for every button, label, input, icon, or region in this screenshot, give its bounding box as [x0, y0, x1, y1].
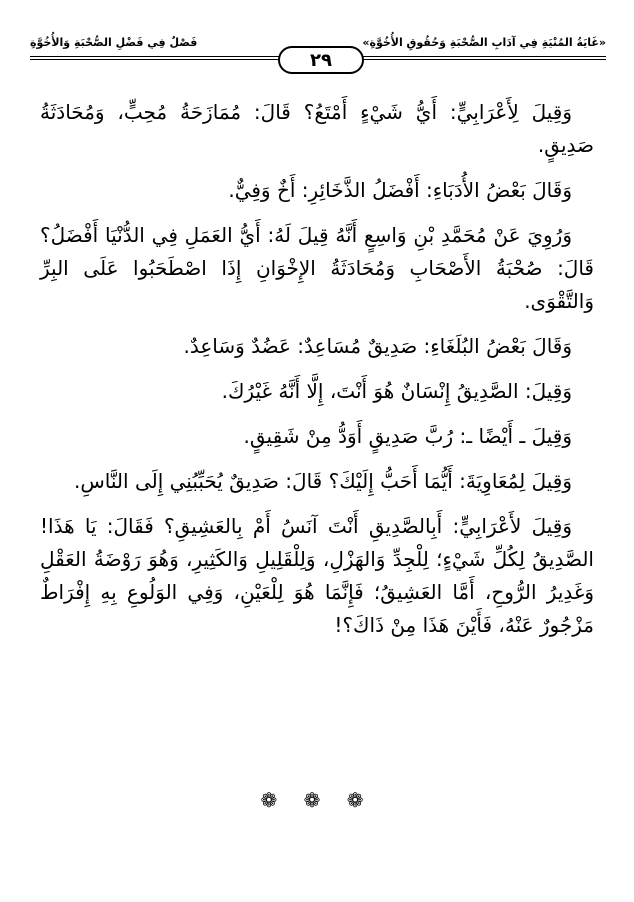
page-number: ٢٩	[278, 46, 364, 74]
page-body	[40, 96, 594, 654]
paragraph: وَقَالَ بَعْضُ البُلَغَاءِ: صَدِيقٌ مُسَاعِدٌ: عَضُدٌ وَسَاعِدٌ.	[183, 334, 572, 358]
paragraph: وَقِيلَ لِمُعَاوِيَةَ: أَيُّمَا أَحَبُّ إِلَيْكَ؟ قَالَ: صَدِيقٌ يُحَبِّبُنِي إِلَى النَّاسِ.	[74, 469, 572, 493]
book-title: «غَايَةُ المُنْيَةِ فِي آدَابِ الصُّحْبَةِ وَحُقُوقِ الأُخُوَّةِ»	[362, 36, 606, 49]
chapter-title: فَصْلٌ فِي فَضْلِ الصُّحْبَةِ وَالأُخُوَّةِ	[30, 36, 198, 49]
section-separator: ❁ ❁ ❁	[260, 788, 374, 812]
paragraph: وَرُوِيَ عَنْ مُحَمَّدِ بْنِ وَاسِعٍ أَنَّهُ قِيلَ لَهُ: أَيُّ العَمَلِ فِي الدُّنْيَا أَفْضَلُ؟ قَالَ: صُحْبَةُ الأَصْحَابِ وَمُحَادَثَةُ الإِخْوَانِ إِذَا اصْطَحَبُوا عَلَى البِرِّ وَالتَّقْوَى.	[40, 223, 594, 313]
page-header	[30, 28, 606, 74]
paragraph: وَقِيلَ لِأَعْرَابِيٍّ: أَيُّ شَيْءٍ أَمْتَعُ؟ قَالَ: مُمَازَحَةُ مُحِبٍّ، وَمُحَادَثَةُ صَدِيقٍ.	[40, 100, 594, 157]
paragraph: وَقِيلَ لأَعْرَابِيٍّ: أَبِالصَّدِيقِ أَنْتَ آنَسُ أَمْ بِالعَشِيقِ؟ فَقَالَ: يَا هَذَا! الصَّدِيقُ لِكُلِّ شَيْءٍ؛ لِلْجِدِّ وَالهَزْلِ، وَلِلْقَلِيلِ وَالكَثِيرِ، وَهُوَ رَوْضَةُ العَقْلِ وَغَدِيرُ الرُّوحِ، أَمَّا العَشِيقُ؛ فَإِنَّمَا هُوَ لِلْعَيْنِ، وَفِي الوَلُوعِ بِهِ إِفْرَاطٌ مَزْجُورٌ عَنْهُ، فَأَيْنَ هَذَا مِنْ ذَاكَ؟!	[40, 514, 594, 637]
paragraph: وَقَالَ بَعْضُ الأُدَبَاءِ: أَفْضَلُ الذَّخَائِرِ: أَخٌ وَفِيٌّ.	[228, 178, 572, 202]
paragraph: وَقِيلَ: الصَّدِيقُ إِنْسَانٌ هُوَ أَنْتَ، إِلَّا أَنَّهُ غَيْرُكَ.	[221, 379, 572, 403]
paragraph: وَقِيلَ ـ أَيْضًا ـ: رُبَّ صَدِيقٍ أَوَدُّ مِنْ شَقِيقٍ.	[243, 424, 572, 448]
